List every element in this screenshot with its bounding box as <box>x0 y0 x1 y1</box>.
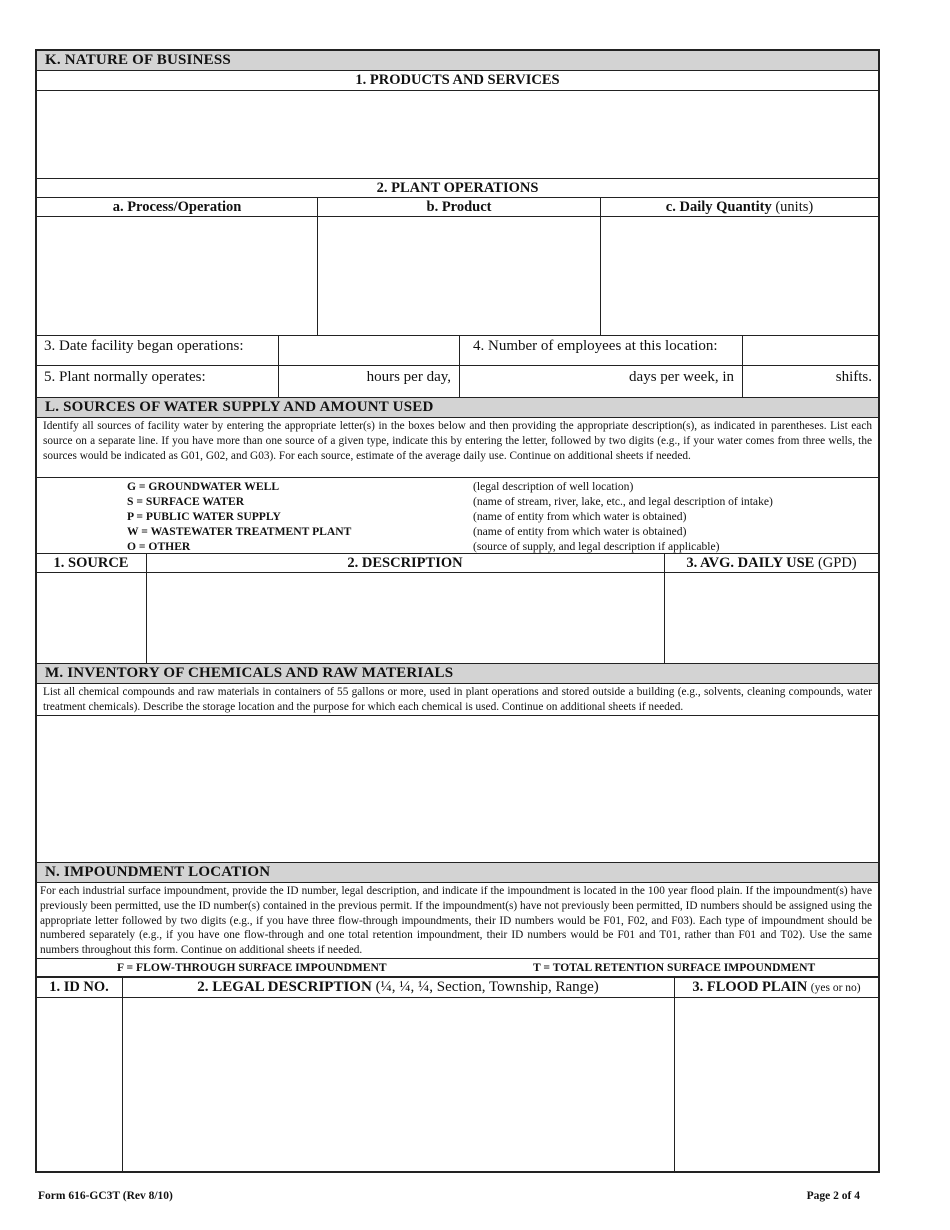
employees-field[interactable] <box>745 338 875 362</box>
plant-operations-title: 2. PLANT OPERATIONS <box>376 180 539 196</box>
water-code-public: P = PUBLIC WATER SUPPLY <box>127 510 281 523</box>
section-n-header: N. IMPOUNDMENT LOCATION <box>37 863 878 882</box>
source-field[interactable] <box>40 574 143 660</box>
col-process-operation: a. Process/Operation <box>112 199 242 215</box>
col-source: 1. SOURCE <box>53 555 129 571</box>
water-supply-instructions: Identify all sources of facility water by entering the appropriate letter(s) in the boxes below and then providing the appropriate description(s), as indicated in parentheses. List each source on a separate line. If you have more than one source of a given type, indicate this by entering the letter, followed by two digits (e.g., if your water comes from three wells, the sources would be indicated as G01, G02, and G03). For each source, estimate of the average daily use. Continue on additional sheets if needed. <box>43 420 872 462</box>
daily-quantity-field[interactable] <box>603 218 875 332</box>
water-desc-public: (name of entity from which water is obtained) <box>473 510 687 523</box>
process-operation-field[interactable] <box>40 218 314 332</box>
section-k-header: K. NATURE OF BUSINESS <box>37 51 878 70</box>
water-code-surface: S = SURFACE WATER <box>127 495 245 508</box>
water-code-wastewater: W = WASTEWATER TREATMENT PLANT <box>127 525 352 538</box>
col-description: 2. DESCRIPTION <box>347 555 463 571</box>
chemicals-instructions: List all chemical compounds and raw materials in containers of 55 gallons or more, used in plant operations and stored outside a building (e.g., solvents, cleaning compounds, water treatment chemicals). Describe the storage location and the purpose for which each chemical is used. Continue on additional sheets if needed. <box>43 686 872 713</box>
impoundment-code-flow-through: F = FLOW-THROUGH SURFACE IMPOUNDMENT <box>117 961 387 974</box>
impoundment-instructions: For each industrial surface impoundment, provide the ID number, legal description, and indicate if the impoundment is located in the 100 year flood plain. If the impoundment(s) have previously been permitted, use the ID number(s) contained in the previous permit. If the impoundment(s) have not previously been permitted, ID numbers should be assigned using the appropriate letter followed by two digits (e.g., if you have three flow-through impoundments, their ID numbers would be F01, F02, and F03). Each type of impoundment should be numbered separately (e.g., if you have one flow-through and one total retention impoundment, their ID numbers would be F01 and T01, rather than F01 and T02). Use the same numbers throughout this form. Continue on additional sheets if needed. <box>40 885 872 957</box>
impoundment-code-total-retention: T = TOTAL RETENTION SURFACE IMPOUNDMENT <box>533 961 816 974</box>
date-began-label: 3. Date facility began operations: <box>44 338 244 354</box>
page-number: Page 2 of 4 <box>806 1190 860 1202</box>
flood-plain-field[interactable] <box>677 999 875 1169</box>
col-avg-daily-use: 3. AVG. DAILY USE (GPD) <box>686 555 857 571</box>
section-l-header: L. SOURCES OF WATER SUPPLY AND AMOUNT USED <box>37 398 878 417</box>
form-id: Form 616-GC3T (Rev 8/10) <box>38 1190 173 1202</box>
water-code-groundwater: G = GROUNDWATER WELL <box>127 480 280 493</box>
avg-daily-use-field[interactable] <box>667 574 875 660</box>
products-services-field[interactable] <box>40 92 875 176</box>
water-desc-other: (source of supply, and legal description if applicable) <box>473 540 720 553</box>
products-services-title: 1. PRODUCTS AND SERVICES <box>355 72 560 88</box>
col-daily-quantity: c. Daily Quantity (units) <box>665 199 814 215</box>
date-began-field[interactable] <box>281 338 456 362</box>
section-m-header: M. INVENTORY OF CHEMICALS AND RAW MATERIALS <box>37 664 878 683</box>
water-code-other: O = OTHER <box>127 540 191 553</box>
shifts-label: shifts. <box>835 369 872 385</box>
employees-label: 4. Number of employees at this location: <box>473 338 718 354</box>
col-legal-description: 2. LEGAL DESCRIPTION (¼, ¼, ¼, Section, Township, Range) <box>197 979 599 995</box>
hours-per-day-label: hours per day, <box>366 369 451 385</box>
col-flood-plain: 3. FLOOD PLAIN (yes or no) <box>692 979 861 995</box>
days-per-week-label: days per week, in <box>629 369 734 385</box>
col-id-no: 1. ID NO. <box>49 979 109 995</box>
id-no-field[interactable] <box>40 999 119 1169</box>
water-desc-surface: (name of stream, river, lake, etc., and legal description of intake) <box>473 495 773 508</box>
col-product: b. Product <box>426 199 492 215</box>
water-desc-wastewater: (name of entity from which water is obtained) <box>473 525 687 538</box>
plant-operates-label: 5. Plant normally operates: <box>44 369 206 385</box>
description-field[interactable] <box>149 574 661 660</box>
water-desc-groundwater: (legal description of well location) <box>473 480 634 493</box>
product-field[interactable] <box>320 218 597 332</box>
chemicals-inventory-field[interactable] <box>40 717 875 859</box>
legal-description-field[interactable] <box>125 999 671 1169</box>
